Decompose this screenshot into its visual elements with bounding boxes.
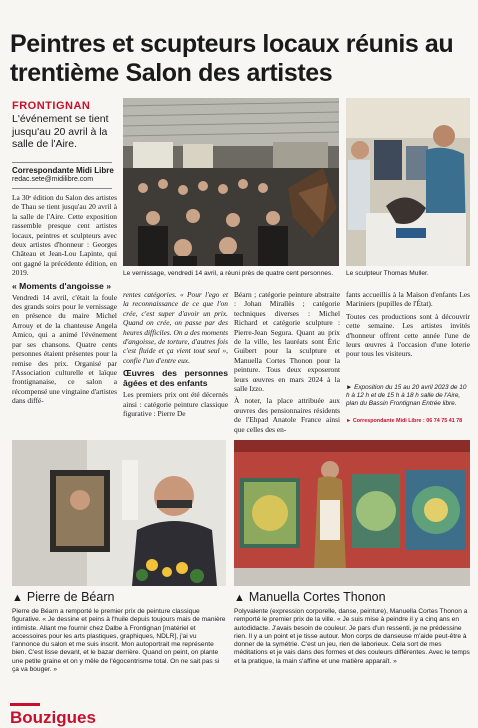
paragraph: La 30ᵉ édition du Salon des artistes de Thau se tient jusqu'au 20 avril à la salle de l'Aire. Cette exposition rassemble presque cent artistes locaux, peintres et sculpteurs avec deux artistes d'honneur : Georges Château et Jean-Lou Lapinte, qui ont gagné la précédente édition, en 2019. (12, 193, 117, 278)
sculptor-photo-caption: Le sculpteur Thomas Muller. (346, 270, 429, 277)
triangle-bullet-icon: ▲ (234, 592, 245, 604)
paragraph: Les premiers prix ont été décernés ainsi : catégorie peinture classique figurative : Pierre De (123, 390, 228, 419)
paragraph: fants accueillis à la Maison d'enfants Les Mariniers (pupilles de l'État). (346, 290, 470, 309)
paragraph: Vendredi 14 avril, c'était la foule des grands soirs pour le vernissage en présence du maire Michel Arrouy et de la chanteuse Angela Amico, qui a animé l'événement par ses chansons. Quatre cents personnes étaient présentes pour la remise des prix. Organisé par l'Association culturelle et laïque frontignanaise, ce salon a récompensé une vingtaine d'artistes dans diffé- (12, 292, 117, 406)
sculptor-photo (346, 98, 470, 266)
pierre-caption: Pierre de Béarn a remporté le premier prix de peinture classique figurative. « Je dessine et peins à l'huile depuis toujours mais de manière intimiste. Allant me fournir chez Dalbe à Frontignan [matériel et accessoires pour les arts plastiques, graphiques, NDLR], j'ai vu l'annonce du salon et me suis inscrit. Mon autoportrait me représente bien. C'est lisse devant, et le bazar derrière. Quand on peint, on plante une petite graine et on y mêle de l'égocentrisme total. On ne sait pas si ça va bouger. » (12, 608, 226, 674)
manuella-caption: Polyvalente (expression corporelle, danse, peinture), Manuella Cortes Thonon a remporté le premier prix de la ville. « Je suis mise à peindre il y a cinq ans en autodidacte. J'avais besoin de couleur. Je pars d'un ressenti, je ne prédessine rien. Il y a un point et je tisse autour. Mon corps de danseuse m'aide peut-être à donner de la symétrie. C'est un jeu, rien de laborieux. Cela sort de mes méditations et je vais dans des formes et des couleurs différentes. Avec le temps et la pratique, la main s'affine et une matière apparaît. » (234, 608, 470, 665)
artist-name-text: Manuella Cortes Thonon (248, 590, 386, 604)
paragraph: rentes catégories. « Pour l'ego et la reconnaissance de ce que l'on crée, c'est super d'avoir un prix. Quand on crée, on passe par des heures difficiles. On a des moments d'angoisse, de torture, d'autres fois c'est fluide et ça vient tout seul », confie l'un d'entre eux. (123, 290, 228, 365)
paragraph: À noter, la place attribuée aux œuvres des pensionnaires résidents de l'Ehpad Anatole France ainsi que celles des en- (234, 396, 340, 434)
pierre-de-bearn-photo (12, 440, 226, 586)
subheading: Œuvres des personnes âgées et des enfants (123, 368, 228, 389)
artist-name-manuella (234, 590, 386, 604)
byline-email[interactable]: redac.sete@midilibre.com (12, 176, 94, 183)
artist-name-pierre (12, 590, 114, 604)
divider (12, 162, 112, 163)
city-label: FRONTIGNAN (12, 100, 91, 112)
byline: Correspondante Midi Libre (12, 166, 114, 175)
crowd-photo (123, 98, 339, 266)
article-column-2 (123, 290, 228, 421)
triangle-bullet-icon: ▲ (12, 592, 23, 604)
crowd-photo-caption: Le vernissage, vendredi 14 avril, a réuni près de quatre cent personnes. (123, 270, 334, 277)
correspondent-credit: ► Correspondante Midi Libre : 06 74 75 41 78 (346, 418, 463, 424)
article-deck: L'événement se tient jusqu'au 20 avril à la salle de l'Aire. (12, 113, 109, 150)
article-headline: Peintres et scupteurs locaux réunis au trentième Salon des artistes (10, 30, 454, 87)
article-column-4 (346, 290, 470, 362)
paragraph: Toutes ces productions sont à découvrir cette semaine. Les artistes invités d'honneur offrent cette année l'une de leurs œuvres à l'occasion d'une loterie pour tous les visiteurs. (346, 311, 470, 359)
paragraph: Béarn ; catégorie peinture abstraite : Johan Mirallès ; catégorie techniques diverses : Michel Richard et catégorie sculpture : Pierre-Jean Segura. Quant au prix de la ville, les lauréats sont Éric Guibert pour la sculpture et Manuella Cortes Thonon pour la peinture. Tous deux exposeront leurs œuvres en mars 2024 à la salle Izzo. (234, 290, 340, 394)
article-column-3 (234, 290, 340, 437)
divider (12, 188, 112, 189)
subheading: « Moments d'angoisse » (12, 280, 111, 291)
article-column-1 (12, 193, 117, 409)
section-accent-bar (10, 703, 40, 706)
manuella-cortes-thonon-photo (234, 440, 470, 586)
artist-name-text: Pierre de Béarn (26, 590, 115, 604)
next-section-title: Bouzigues (10, 708, 96, 727)
exhibition-info: ► Exposition du 15 au 20 avril 2023 de 10 h à 12 h et de 15 h à 18 h salle de l'Aire, plan du Bassin Frontignan Entrée libre. (346, 384, 467, 407)
